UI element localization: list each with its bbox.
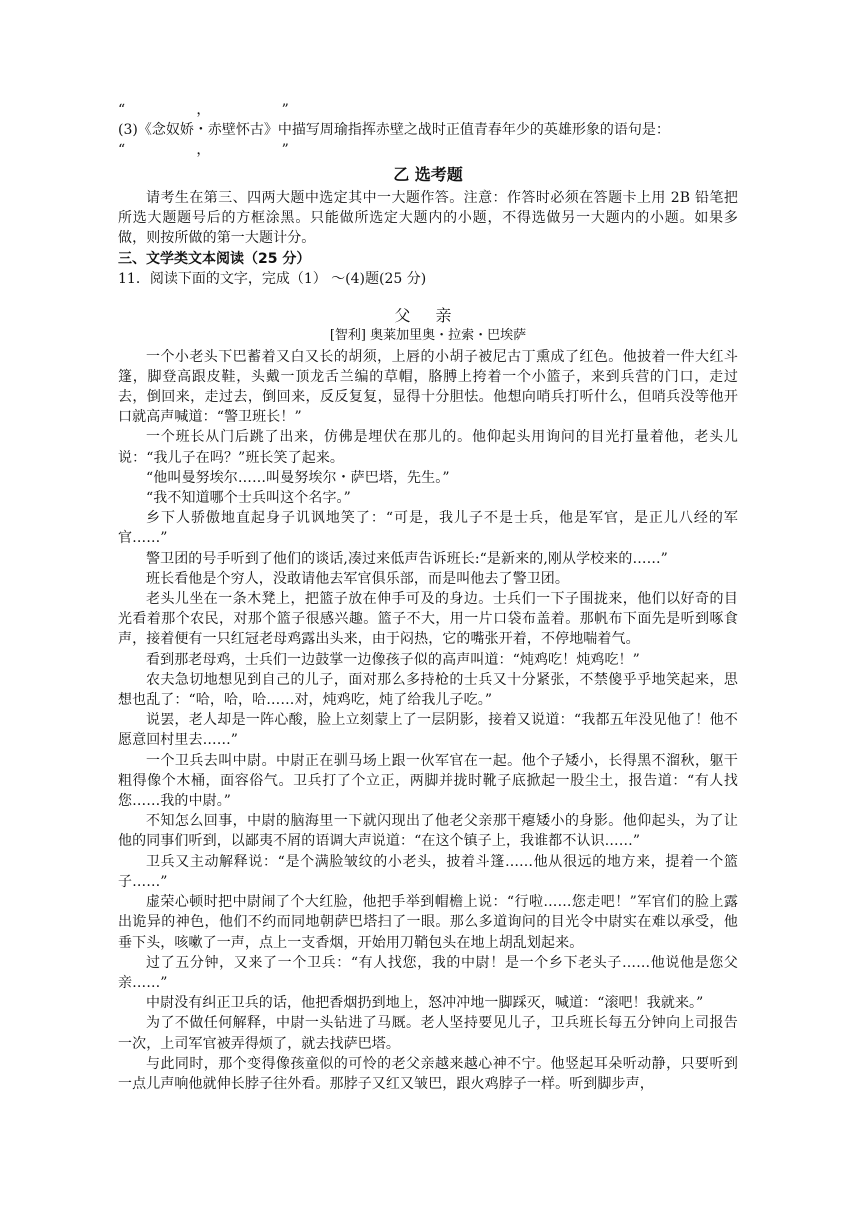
- story-paragraph: 一个小老头下巴蓄着又白又长的胡须，上唇的小胡子被尼古丁熏成了红色。他披着一件大红斗篷，脚登高跟皮鞋，头戴一顶龙舌兰编的草帽，胳膊上挎着一个小篮子，来到兵营的门口，走过去，倒回来，走过去，倒回来，反反复复，显得十分胆怯。他想向哨兵打听什么，但哨兵没等他开口就高声喊道：“警卫班长！”: [118, 348, 738, 426]
- exam-page: [118, 100, 738, 1094]
- question-11-heading: 11．阅读下面的文字，完成（1） ～(4)题(25 分): [118, 270, 427, 287]
- part-3-heading: 三、文学类文本阅读（25 分）: [118, 250, 311, 267]
- story-paragraph: 卫兵又主动解释说：“是个满脸皱纹的小老头，披着斗篷……他从很远的地方来，提着一个篮子……”: [118, 853, 738, 890]
- story-paragraph: 过了五分钟，又来了一个卫兵：“有人找您，我的中尉！是一个乡下老头子……他说他是您父亲……”: [118, 954, 738, 991]
- story-paragraph: 虚荣心顿时把中尉闹了个大红脸，他把手举到帽檐上说：“行啦……您走吧！”军官们的脸上露出诡异的神色，他们不约而同地朝萨巴塔扫了一眼。那么多道询问的目光令中尉实在难以承受，他垂下头，咳嗽了一声，点上一支香烟，开始用刀鞘包头在地上胡乱划起来。: [118, 894, 738, 951]
- story-title: 父 亲: [394, 305, 462, 325]
- story-paragraph: “他叫曼努埃尔……叫曼努埃尔・萨巴塔，先生。”: [146, 469, 450, 486]
- story-paragraph: 一个卫兵去叫中尉。中尉正在驯马场上跟一伙军官在一起。他个子矮小，长得黑不溜秋，躯干粗得像个木桶，面容俗气。卫兵打了个立正，两脚并拢时靴子底掀起一股尘土，报告道：“有人找您……我的中尉。”: [118, 752, 738, 810]
- story-paragraph: 为了不做任何解释，中尉一头钻进了马厩。老人坚持要见儿子，卫兵班长每五分钟向上司报告一次，上司军官被弄得烦了，就去找萨巴塔。: [118, 1015, 738, 1052]
- story-body: [118, 347, 738, 1095]
- story-paragraph: 与此同时，那个变得像孩童似的可怜的老父亲越来越心神不宁。他竖起耳朵听动静，只要听到一点儿声响他就伸长脖子往外看。那脖子又红又皱巴，跟火鸡脖子一样。听到脚步声，: [118, 1055, 738, 1092]
- answer-blank-line: “ ， ”: [118, 142, 289, 158]
- story-paragraph: 农夫急切地想见到自己的儿子，面对那么多持枪的士兵又十分紧张，不禁傻乎乎地笑起来，思想也乱了：“哈，哈，哈……对，炖鸡吃，炖了给我儿子吃。”: [118, 671, 738, 709]
- story-paragraph: 不知怎么回事，中尉的脑海里一下就闪现出了他老父亲那干瘪矮小的身影。他仰起头，为了让他的同事们听到，以鄙夷不屑的语调大声说道：“在这个镇子上，我谁都不认识……”: [118, 813, 738, 850]
- story-paragraph: 一个班长从门后跳了出来，仿佛是埋伏在那儿的。他仰起头用询问的目光打量着他，老头儿说：“我儿子在吗？”班长笑了起来。: [118, 429, 738, 466]
- story-paragraph: 班长看他是个穷人，没敢请他去军官俱乐部，而是叫他去了警卫团。: [146, 570, 569, 587]
- question-3-text: (3)《念奴娇・赤壁怀古》中描写周瑜指挥赤壁之战时正值青春年少的英雄形象的语句是：: [118, 122, 670, 138]
- story-paragraph: 老头儿坐在一条木凳上，把篮子放在伸手可及的身边。士兵们一下子围拢来，他们以好奇的目光看着那个农民，对那个篮子很感兴趣。篮子不大，用一片口袋布盖着。那帆布下面先是听到啄食声，接着便有一只红冠老母鸡露出头来，由于闷热，它的嘴张开着，不停地喘着气。: [118, 591, 738, 648]
- section-title: 乙 选考题: [393, 165, 463, 184]
- section-instructions: 请考生在第三、四两大题中选定其中一大题作答。注意：作答时必须在答题卡上用 2B 铅笔把所选大题题号后的方框涂黑。只能做所选定大题内的小题，不得选做另一大题内的小题。如果多做，则按所做的第一大题计分。: [118, 190, 738, 247]
- story-paragraph: “我不知道哪个士兵叫这个名字。”: [146, 490, 351, 507]
- story-paragraph: 中尉没有纠正卫兵的话，他把香烟扔到地上，怒冲冲地一脚踩灭，喊道：“滚吧！我就来。”: [146, 995, 704, 1012]
- story-author: [智利] 奥莱加里奥・拉索・巴埃萨: [329, 327, 527, 343]
- story-paragraph: 说罢，老人却是一阵心酸，脸上立刻蒙上了一层阴影，接着又说道：“我都五年没见他了！他不愿意回村里去……”: [118, 712, 738, 749]
- story-paragraph: 看到那老母鸡，士兵们一边鼓掌一边像孩子似的高声叫道：“炖鸡吃！炖鸡吃！”: [146, 651, 640, 668]
- story-paragraph: 警卫团的号手听到了他们的谈话,凑过来低声告诉班长:“是新来的,刚从学校来的……”: [146, 550, 668, 567]
- story-paragraph: 乡下人骄傲地直起身子讥讽地笑了：“可是，我儿子不是士兵，他是军官，是正儿八经的军官……”: [118, 510, 738, 547]
- answer-blank-line: “ ， ”: [118, 102, 289, 118]
